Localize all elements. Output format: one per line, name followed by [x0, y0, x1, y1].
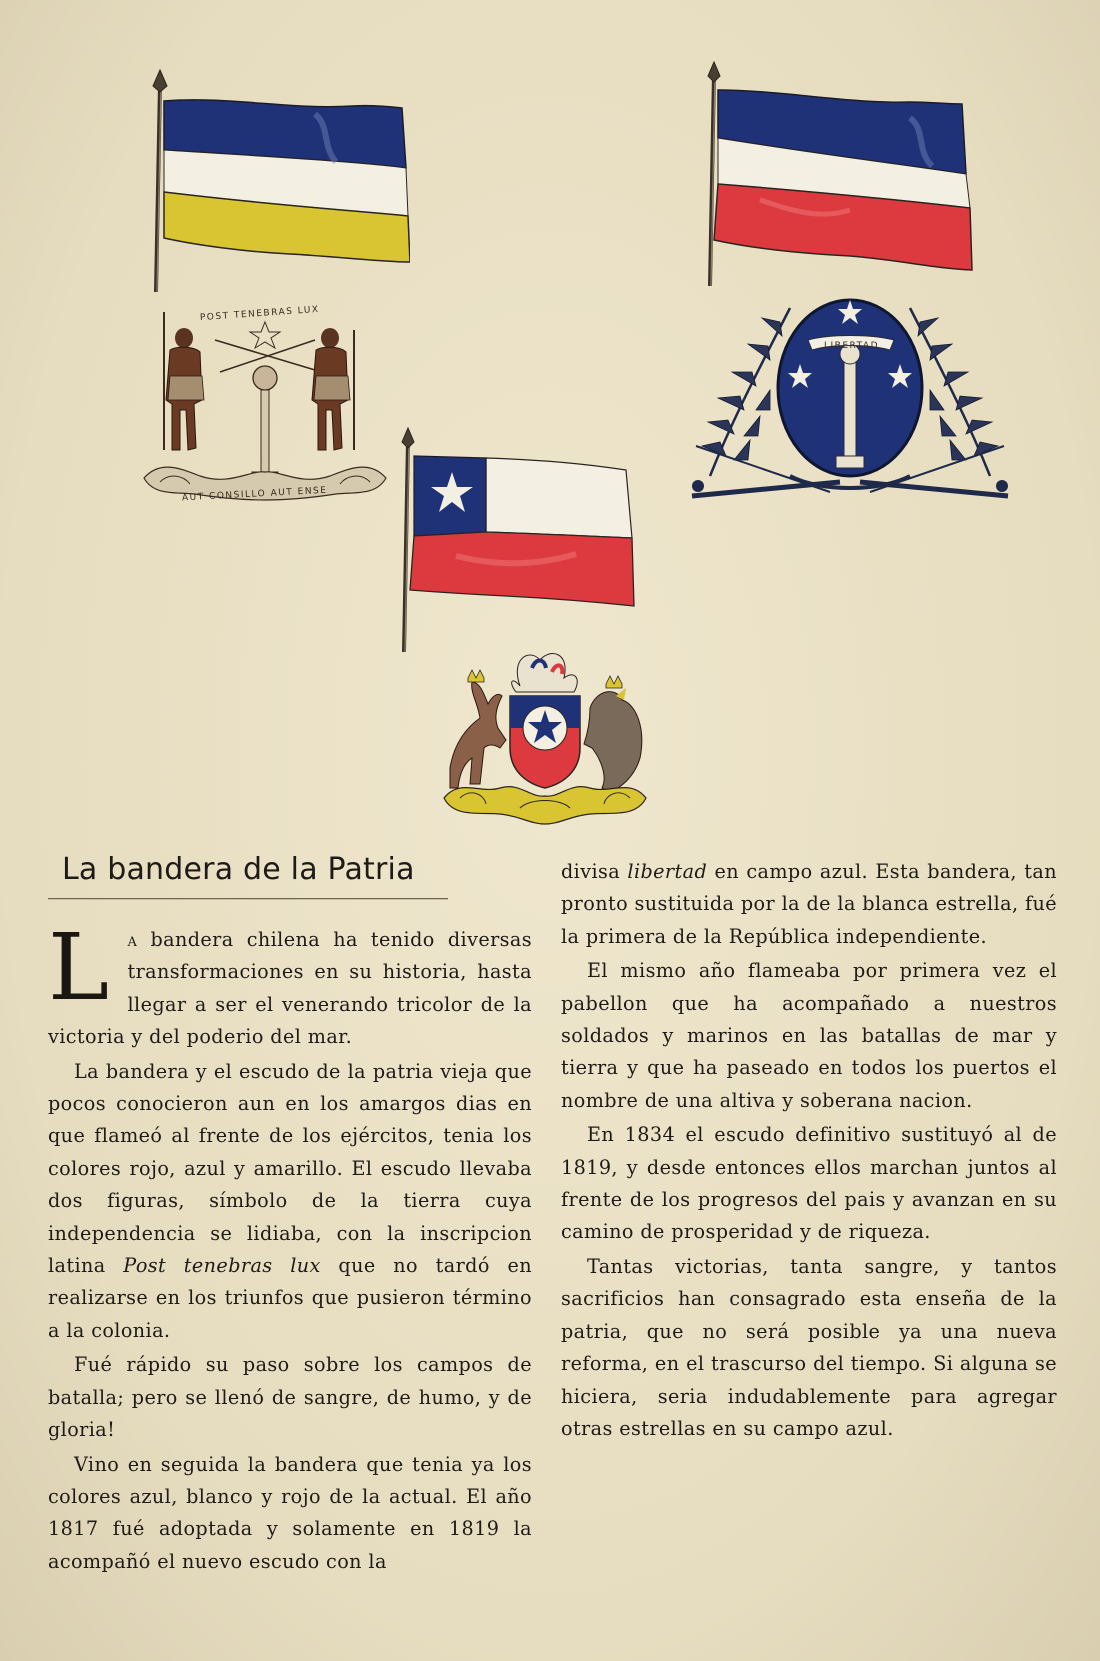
paragraph-1-text: bandera chilena ha tenido diversas transformaciones en su historia, hasta llegar a ser el venerando tricolor de la victoria y del poderio del mar. [48, 928, 532, 1049]
coat-of-arms-1834-icon [440, 648, 650, 828]
flag-chile-current-figure [396, 426, 666, 656]
flag-1817-figure [700, 60, 1020, 290]
paragraph-2 [48, 1056, 532, 1348]
coat-of-arms-1834 [440, 648, 650, 828]
paragraph-1-lead: a [127, 928, 138, 951]
flag-chile-current-icon [396, 426, 666, 656]
paragraph-3: Fué rápido su paso sobre los campos de batalla; pero se llenó de sangre, de humo, y de gloria! [48, 1353, 532, 1442]
paragraph-4: Vino en seguida la bandera que tenia ya los colores azul, blanco y rojo de la actual. El año 1817 fué adoptada y solamente en 1819 la acompañó el nuevo escudo con la [48, 1452, 532, 1573]
article-column-left [48, 914, 533, 1578]
paragraph-4-continued-b: en campo azul. Esta bandera, tan pronto sustituida por la de la blanca estrella, fué la primera de la República independiente. [561, 860, 1057, 948]
paragraph-4-continued-a: divisa [561, 860, 628, 883]
paragraph-5: El mismo año flameaba por primera vez el pabellon que ha acompañado a nuestros soldados y marinos en las batallas de mar y tierra y que ha paseado en todos los puertos el nombre de una altiva y soberana nacion. [561, 959, 1057, 1112]
paragraph-2-part-b: que no tardó en realizarse en los triunfos que pusieron término a la colonia. [48, 1254, 533, 1342]
page-title: La bandera de la Patria [62, 852, 415, 887]
paragraph-6: En 1834 el escudo definitivo sustituyó al de 1819, y desde entonces ellos marchan juntos al frente de los progresos del pais y avanzan en su camino de prosperidad y de riqueza. [561, 1123, 1057, 1244]
drop-cap: L [48, 914, 110, 1021]
article-column-right [561, 856, 1057, 1445]
flag-patria-vieja-figure [140, 66, 410, 296]
flag-1817-icon [700, 60, 1020, 290]
coat-of-arms-1819-icon [690, 296, 1010, 526]
paragraph-2-italic: Post tenebras lux [123, 1254, 321, 1278]
title-rule [48, 898, 448, 900]
paragraph-2-part-a: La bandera y el escudo de la patria vieja que pocos conocieron aun en los amargos dias en que flameó al frente de los ejércitos, tenia los colores rojo, azul y amarillo. El escudo llevaba dos figuras, símbolo de la tierra cuya independencia se lidiaba, con la inscripcion latina [48, 1059, 532, 1278]
paragraph-1 [48, 914, 532, 1054]
coat-of-arms-1812 [140, 300, 390, 530]
motto-libertad: LIBERTAD [824, 341, 880, 351]
motto-aut-consillo-aut-ense: AUT CONSILLO AUT ENSE [181, 485, 328, 504]
paragraph-4-continued [561, 856, 1057, 953]
coat-of-arms-1812-icon [140, 300, 390, 530]
paragraph-4-continued-italic: libertad [627, 860, 708, 883]
motto-post-tenebras-lux: POST TENEBRAS LUX [199, 304, 320, 324]
flag-patria-vieja-icon [140, 66, 410, 296]
paragraph-7: Tantas victorias, tanta sangre, y tantos sacrificios han consagrado esta enseña de la patria, que no será posible ya una nueva reforma, en el trascurso del tiempo. Si alguna se hiciera, seria indudablemente para agregar otras estrellas en su campo azul. [561, 1254, 1057, 1440]
coat-of-arms-1819 [690, 296, 1010, 526]
